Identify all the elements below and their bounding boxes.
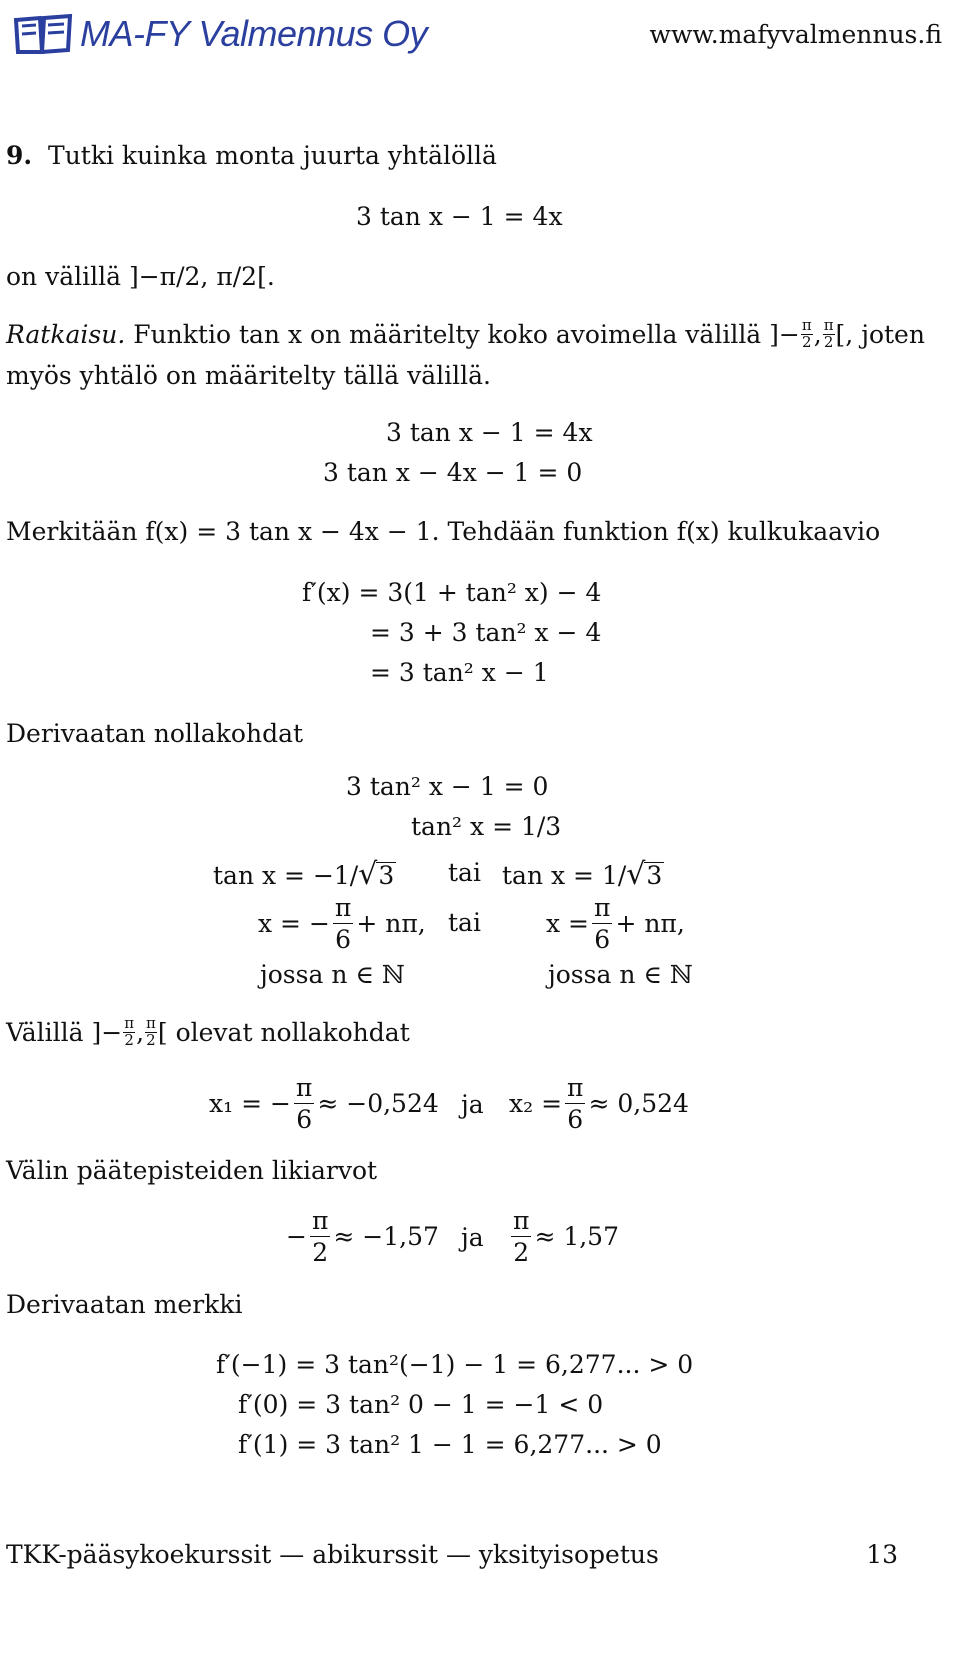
- derivative-line-3: = 3 tan² x − 1: [370, 658, 549, 687]
- solution-x-negative: x = − $\frac{\pi}{6}$ + nπ,: [258, 893, 426, 954]
- sign-line-3: f′(1) = 3 tan² 1 − 1 = 6,277... > 0: [238, 1430, 662, 1459]
- problem-number: 9.: [6, 141, 33, 170]
- endpoint-positive: $\frac{\pi}{2}$ ≈ 1,57: [513, 1206, 619, 1267]
- fraction-pi-2: $\frac{\pi}{2}$: [513, 1206, 530, 1267]
- problem-interval: on välillä ]−π/2, π/2[.: [6, 262, 275, 291]
- solution-tai: tai: [448, 908, 481, 937]
- fraction-pi-6: $\frac{\pi}{6}$: [295, 1073, 313, 1134]
- solution-intro-line2: myös yhtälö on määritelty tällä välillä.: [6, 361, 491, 390]
- jossa-left: jossa n ∈ ℕ: [260, 960, 405, 989]
- fraction-pi-6: $\frac{\pi}{6}$: [567, 1073, 584, 1134]
- fraction-pi-2: $\frac{\pi}{2}$: [801, 316, 812, 351]
- ja-1: ja: [461, 1090, 484, 1119]
- zeros-line-2: tan² x = 1/3: [411, 812, 562, 841]
- fraction-pi-6: $\frac{\pi}{6}$: [334, 893, 352, 954]
- problem-equation: 3 tan x − 1 = 4x: [356, 202, 563, 231]
- problem-text: Tutki kuinka monta juurta yhtälöllä: [48, 141, 497, 170]
- solution-intro: Ratkaisu. Funktio tan x on määritelty koko avoimella välillä ]− $\frac{\pi}{2}$ , π 2 [, joten: [6, 316, 925, 351]
- zeros-line-1: 3 tan² x − 1 = 0: [346, 772, 549, 801]
- endpoints-heading: Välin päätepisteiden likiarvot: [6, 1156, 378, 1185]
- ja-2: ja: [461, 1223, 484, 1252]
- zeros-line-3-tai: tai: [448, 858, 481, 887]
- fraction-pi-6: $\frac{\pi}{6}$: [594, 893, 611, 954]
- x1-value: x₁ = − $\frac{\pi}{6}$ ≈ −0,524: [209, 1073, 439, 1134]
- zeros-heading: Derivaatan nollakohdat: [6, 719, 304, 748]
- logo-text: MA-FY Valmennus Oy: [80, 13, 428, 54]
- book-icon: [12, 12, 74, 56]
- endpoint-negative: − $\frac{\pi}{2}$ ≈ −1,57: [286, 1206, 439, 1267]
- derivative-line-1: f′(x) = 3(1 + tan² x) − 4: [302, 578, 602, 607]
- fraction-pi-2: π 2: [146, 1014, 156, 1049]
- footer-text: TKK-pääsykoekurssit — abikurssit — yksityisopetus: [6, 1540, 659, 1569]
- sign-line-1: f′(−1) = 3 tan²(−1) − 1 = 6,277... > 0: [216, 1350, 694, 1379]
- equation-1: 3 tan x − 1 = 4x: [386, 418, 593, 447]
- problem-statement: [6, 143, 497, 168]
- website-link[interactable]: www.mafyvalmennus.fi: [649, 20, 942, 49]
- zeros-line-3-left: tan x = −1/√3: [213, 857, 395, 892]
- sign-heading: Derivaatan merkki: [6, 1290, 243, 1319]
- equation-2: 3 tan x − 4x − 1 = 0: [323, 458, 583, 487]
- zeros-line-3-right: tan x = 1/√3: [502, 857, 663, 892]
- fraction-pi-2: π 2: [823, 316, 834, 351]
- fraction-pi-2: $\frac{\pi}{2}$: [124, 1014, 135, 1049]
- solution-x-positive: x = $\frac{\pi}{6}$ + nπ,: [546, 893, 685, 954]
- derivative-line-2: = 3 + 3 tan² x − 4: [370, 618, 602, 647]
- interval-zeros-heading: Välillä ]− $\frac{\pi}{2}$ , π 2 [ olevat nollakohdat: [6, 1014, 410, 1049]
- fraction-pi-2: $\frac{\pi}{2}$: [311, 1206, 329, 1267]
- sign-line-2: f′(0) = 3 tan² 0 − 1 = −1 < 0: [238, 1390, 604, 1419]
- x2-value: x₂ = $\frac{\pi}{6}$ ≈ 0,524: [509, 1073, 689, 1134]
- logo: [12, 10, 427, 58]
- solution-label: Ratkaisu.: [6, 319, 126, 349]
- jossa-right: jossa n ∈ ℕ: [548, 960, 693, 989]
- notation-line: Merkitään f(x) = 3 tan x − 4x − 1. Tehdään funktion f(x) kulkukaavio: [6, 517, 881, 546]
- page-number: 13: [866, 1540, 898, 1569]
